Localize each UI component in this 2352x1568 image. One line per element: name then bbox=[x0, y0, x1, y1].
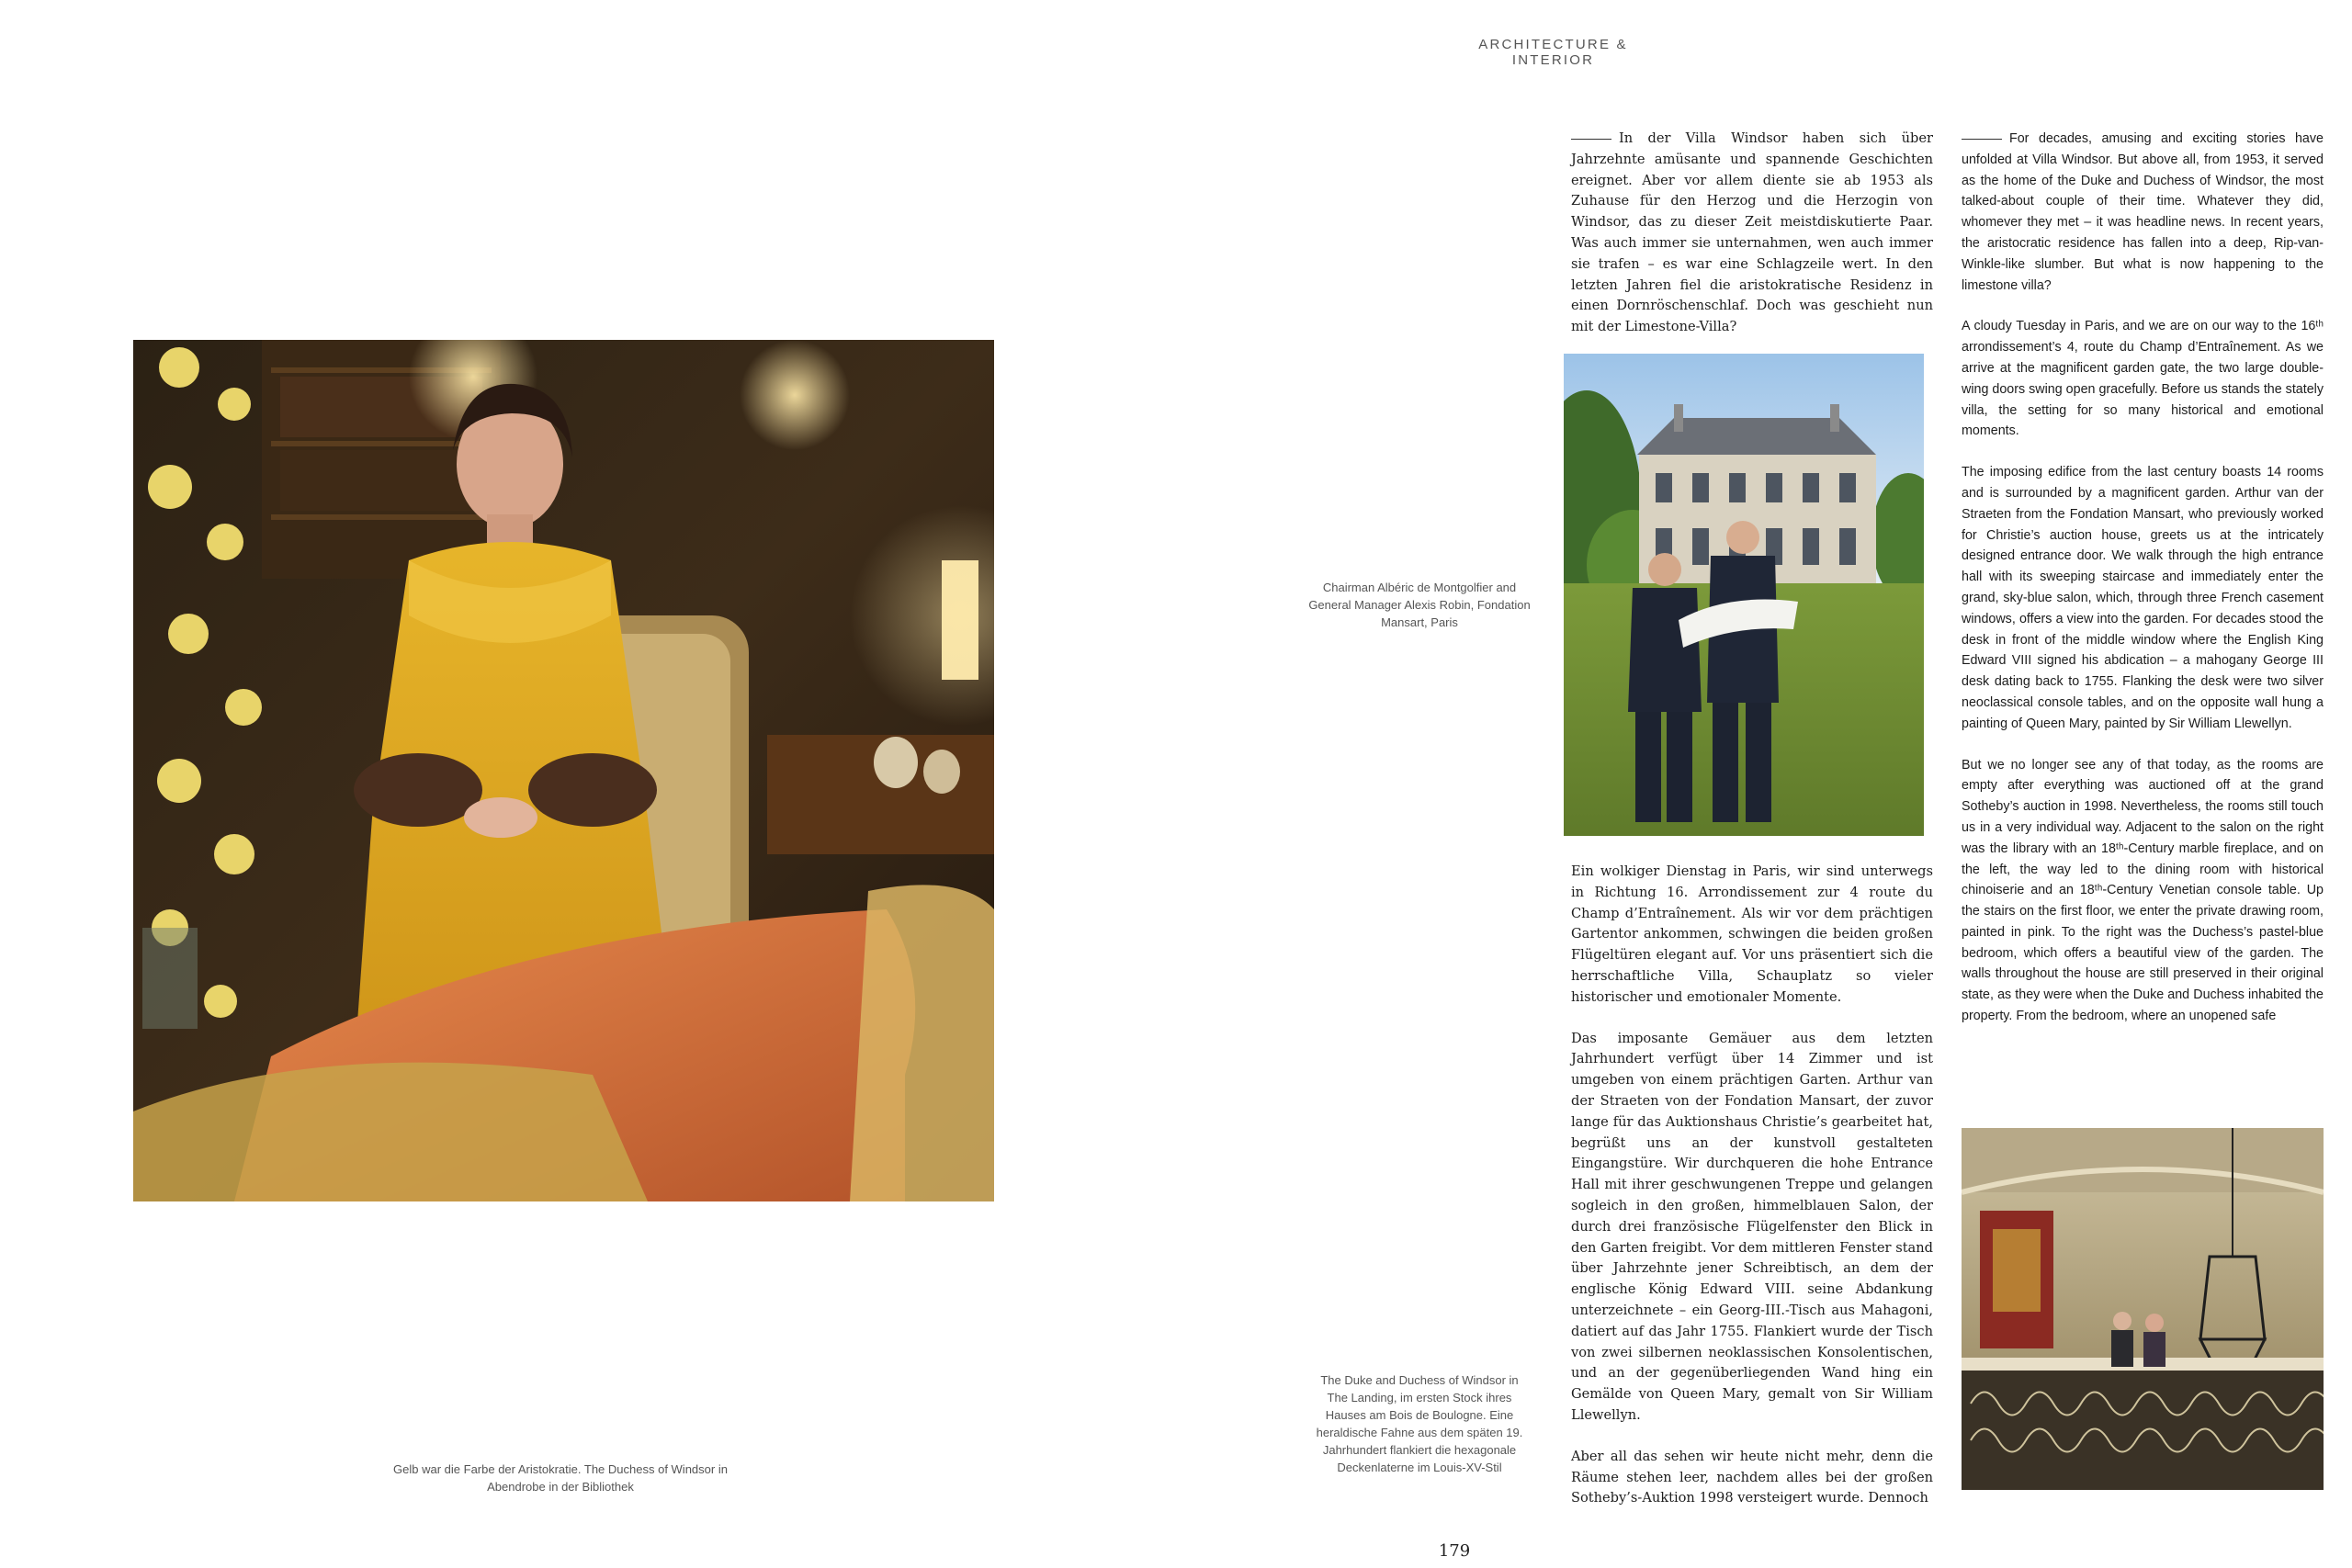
english-column bbox=[1962, 129, 2324, 1047]
german-paragraph-2: Ein wolkiger Dienstag in Paris, wir sind unterwegs in Richtung 16. Arrondissement zur 4 route du Champ d’Entraînement. Als wir vor dem prächtigen Gartentor ankommen, schwingen die beiden großen Flügeltüren elegant auf. Vor uns präsentiert sich die herrschaftliche Villa, Schauplatz so vieler historischer und emotionaler Momente. bbox=[1571, 863, 1933, 1005]
english-paragraph-2: A cloudy Tuesday in Paris, and we are on our way to the 16ᵗʰ arrondissement’s 4, route du Champ d’Entraînement. As we arrive at the magnificent garden gate, the two large double-wing doors swing open gracefully. Before us stands the stately villa, the setting for so many historical and emotional moments. bbox=[1962, 319, 2324, 439]
garden-photo bbox=[1564, 354, 1924, 836]
dash-rule bbox=[1962, 139, 2002, 140]
landing-photo bbox=[1962, 1128, 2324, 1490]
english-paragraph-3: The imposing edifice from the last century boasts 14 rooms and is surrounded by a magnificent garden. Arthur van der Straeten from the Fondation Mansart, who previously worked for Christie’s auction house, greets us at the intricately designed entrance door. We walk through the high entrance hall with its sweeping staircase and immediately enter the grand, sky-blue salon, which, through three French casement windows, offers a view into the garden. For decades stood the desk in front of the middle window where the English King Edward VIII signed his abdication – a mahogany George III desk dating back to 1755. Flanking the desk were two silver neoclassical console tables, and on the opposite wall hung a painting of Queen Mary, painted by Sir William Llewellyn. bbox=[1962, 465, 2324, 731]
landing-photo-caption: The Duke and Duchess of Windsor in The Landing, im ersten Stock ihres Hauses am Bois de Boulogne. Eine heraldische Fahne aus dem späten 19. Jahrhundert flankiert die hexagonale Deckenlaterne im Louis-XV-Stil bbox=[1316, 1373, 1523, 1474]
dash-rule bbox=[1571, 139, 1611, 140]
english-intro-text: For decades, amusing and exciting stories have unfolded at Villa Windsor. But above all, from 1953, it served as the home of the Duke and Duchess of Windsor, the most talked-about couple of their time. Whatever they did, whomever they met – it was headline news. In recent years, the aristocratic residence has fallen into a deep, Rip-van-Winkle-like slumber. But what is now happening to the limestone villa? bbox=[1962, 131, 2324, 293]
german-intro-text: In der Villa Windsor haben sich über Jahrzehnte amüsante und spannende Geschichten ereignet. Aber vor allem diente sie ab 1953 als Zuhause für den Herzog und die Herzogin von Windsor, das zu dieser Zeit meistdiskutierte Paar. Was auch immer sie unternahmen, wen auch immer sie trafen – es war eine Schlagzeile wert. In den letzten Jahren fiel die aristokratische Residenz in einen Dornröschenschlaf. Doch was geschieht nun mit der Limestone-Villa? bbox=[1571, 130, 1933, 335]
section-label: ARCHITECTURE & INTERIOR bbox=[1478, 37, 1628, 68]
german-column-top bbox=[1571, 129, 1933, 358]
english-intro-paragraph bbox=[1962, 129, 2324, 296]
english-paragraph-4: But we no longer see any of that today, as the rooms are empty after everything was auctioned off at the grand Sotheby’s auction in 1998. Nevertheless, the rooms still touch us in a very individual way. Adjacent to the salon on the right was the library with an 18ᵗʰ-Century marble fireplace, and on the left, the way led to the dining room with historical chinoiserie and an 18ᵗʰ-Century Venetian console table. Up the stairs on the first floor, we enter the private drawing room, painted in pink. To the right was the Duchess’s pastel-blue bedroom, which offers a beautiful view of the garden. The walls throughout the house are still preserved in their original state, as they were when the Duke and Duchess inhabited the property. From the bedroom, where an unopened safe bbox=[1962, 757, 2324, 1024]
duchess-photo-caption: Gelb war die Farbe der Aristokratie. The Duchess of Windsor in Abendrobe in der Bibliothek bbox=[393, 1462, 728, 1494]
german-paragraph-4: Aber all das sehen wir heute nicht mehr, denn die Räume stehen leer, nachdem alles bei der großen Sotheby’s-Auktion 1998 versteigert wurde. Dennoch bbox=[1571, 1448, 1933, 1506]
german-paragraph-3: Das imposante Gemäuer aus dem letzten Jahrhundert verfügt über 14 Zimmer und ist umgeben von einem prächtigen Garten. Arthur van der Straeten von der Fondation Mansart, der zuvor lange für das Auktionshaus Christie’s gearbeitet hat, begrüßt uns an der kunstvoll gestalteten Eingangstüre. Wir durchqueren die hohe Entrance Hall mit ihrer geschwungenen Treppe und gelangen sogleich in den großen, himmelblauen Salon, der durch drei französische Flügelfenster den Blick in den Garten freigibt. Vor dem mittleren Fenster stand über Jahrzehnte jener Schreibtisch, an dem der englische König Edward VIII. seine Abdankung unterzeichnete – ein Georg-III.-Tisch aus Mahagoni, datiert auf das Jahr 1755. Flankiert wurde der Tisch von zwei silbernen neoklassischen Konsolentischen, und an der gegenüberliegenden Wand hing ein Gemälde von Queen Mary, gemalt von Sir William Llewellyn. bbox=[1571, 1030, 1933, 1423]
page-number: 179 bbox=[1438, 1541, 1471, 1561]
german-column-bottom bbox=[1571, 862, 1933, 1529]
german-intro-paragraph bbox=[1571, 129, 1933, 338]
garden-photo-caption: Chairman Albéric de Montgolfier and General Manager Alexis Robin, Fondation Mansart, Paris bbox=[1308, 581, 1531, 629]
duchess-photo bbox=[133, 340, 994, 1201]
